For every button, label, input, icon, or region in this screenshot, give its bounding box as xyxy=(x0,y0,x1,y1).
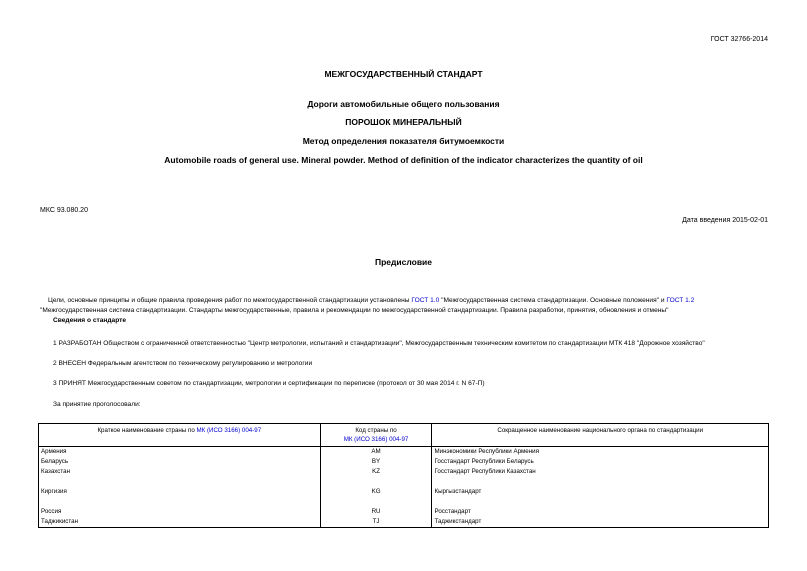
header-code-text: Код страны по xyxy=(355,427,397,434)
foreword-text-a: Цели, основные принципы и общие правила проведения работ по межгосударственной стандартизации установлены xyxy=(48,297,412,304)
body-cell: Госстандарт Республики Казахстан xyxy=(432,467,769,487)
country-cell: Беларусь xyxy=(39,457,321,467)
body-cell: Таджикстандарт xyxy=(432,517,769,528)
document-code: ГОСТ 32766-2014 xyxy=(710,36,768,43)
body-cell: Росстандарт xyxy=(432,507,769,517)
table-row xyxy=(39,487,769,507)
foreword-heading: Предисловие xyxy=(374,257,433,267)
standard-type: МЕЖГОСУДАРСТВЕННЫЙ СТАНДАРТ xyxy=(324,69,483,79)
code-cell: KZ xyxy=(320,467,432,487)
mk-iso-link-2[interactable]: МК (ИСО 3166) 004-97 xyxy=(343,436,409,443)
intro-date: Дата введения 2015-02-01 xyxy=(682,217,768,224)
title-line-1: Дороги автомобильные общего пользования xyxy=(307,99,500,109)
code-cell: RU xyxy=(320,507,432,517)
standard-info-heading: Сведения о стандарте xyxy=(53,317,127,324)
table-row xyxy=(39,507,769,517)
country-cell: Россия xyxy=(39,507,321,517)
english-title: Automobile roads of general use. Mineral powder. Method of definition of the indicator characterizes the quantity of oil xyxy=(164,155,643,165)
table-row xyxy=(39,447,769,458)
table-header-row xyxy=(39,424,769,447)
body-cell: Минэкономики Республики Армения xyxy=(432,447,769,458)
foreword-text-c: "Межгосударственная система стандартизации. Стандарты межгосударственные, правила и рекомендации по межгосударственной стандартизации. Правила разработки, принятия, обновления и отмены" xyxy=(40,307,669,314)
country-cell: Армения xyxy=(39,447,321,458)
country-cell: Киргизия xyxy=(39,487,321,507)
code-cell: AM xyxy=(320,447,432,458)
title-line-2: ПОРОШОК МИНЕРАЛЬНЫЙ xyxy=(345,117,462,127)
code-cell: TJ xyxy=(320,517,432,528)
foreword-paragraph-line1 xyxy=(48,297,694,304)
code-cell: KG xyxy=(320,487,432,507)
gost-1-2-link[interactable]: ГОСТ 1.2 xyxy=(666,297,695,304)
header-standards-body: Сокращенное наименование национального органа по стандартизации xyxy=(432,424,769,447)
code-cell: BY xyxy=(320,457,432,467)
body-cell: Кыргызстандарт xyxy=(432,487,769,507)
table-row xyxy=(39,517,769,528)
voted-label: За принятие проголосовали: xyxy=(53,401,141,408)
mks-code: МКС 93.080.20 xyxy=(40,207,88,214)
foreword-text-b: "Межгосударственная система стандартизации. Основные положения" и xyxy=(439,297,667,304)
body-cell: Госстандарт Республики Беларусь xyxy=(432,457,769,467)
title-line-3: Метод определения показателя битумоемкости xyxy=(302,136,505,146)
member-states-table xyxy=(38,423,769,528)
mk-iso-link-1[interactable]: МК (ИСО 3166) 004-97 xyxy=(196,427,262,434)
item-introduced: 2 ВНЕСЕН Федеральным агентством по техническому регулированию и метрологии xyxy=(53,360,313,367)
header-country-code xyxy=(320,424,432,447)
header-country-text: Краткое наименование страны по xyxy=(97,427,197,434)
table-row xyxy=(39,457,769,467)
country-cell: Таджикистан xyxy=(39,517,321,528)
item-adopted: 3 ПРИНЯТ Межгосударственным советом по стандартизации, метрологии и сертификации по переписке (протокол от 30 мая 2014 г. N 67-П) xyxy=(53,380,485,387)
gost-1-0-link[interactable]: ГОСТ 1.0 xyxy=(411,297,440,304)
header-country-name xyxy=(39,424,321,447)
table-row xyxy=(39,467,769,487)
country-cell: Казахстан xyxy=(39,467,321,487)
item-developed: 1 РАЗРАБОТАН Обществом с ограниченной ответственностью "Центр метрологии, испытаний и стандартизации", Межгосударственным техническим комитетом по стандартизации МТК 418 "Дорожное хозяйство" xyxy=(53,340,705,347)
